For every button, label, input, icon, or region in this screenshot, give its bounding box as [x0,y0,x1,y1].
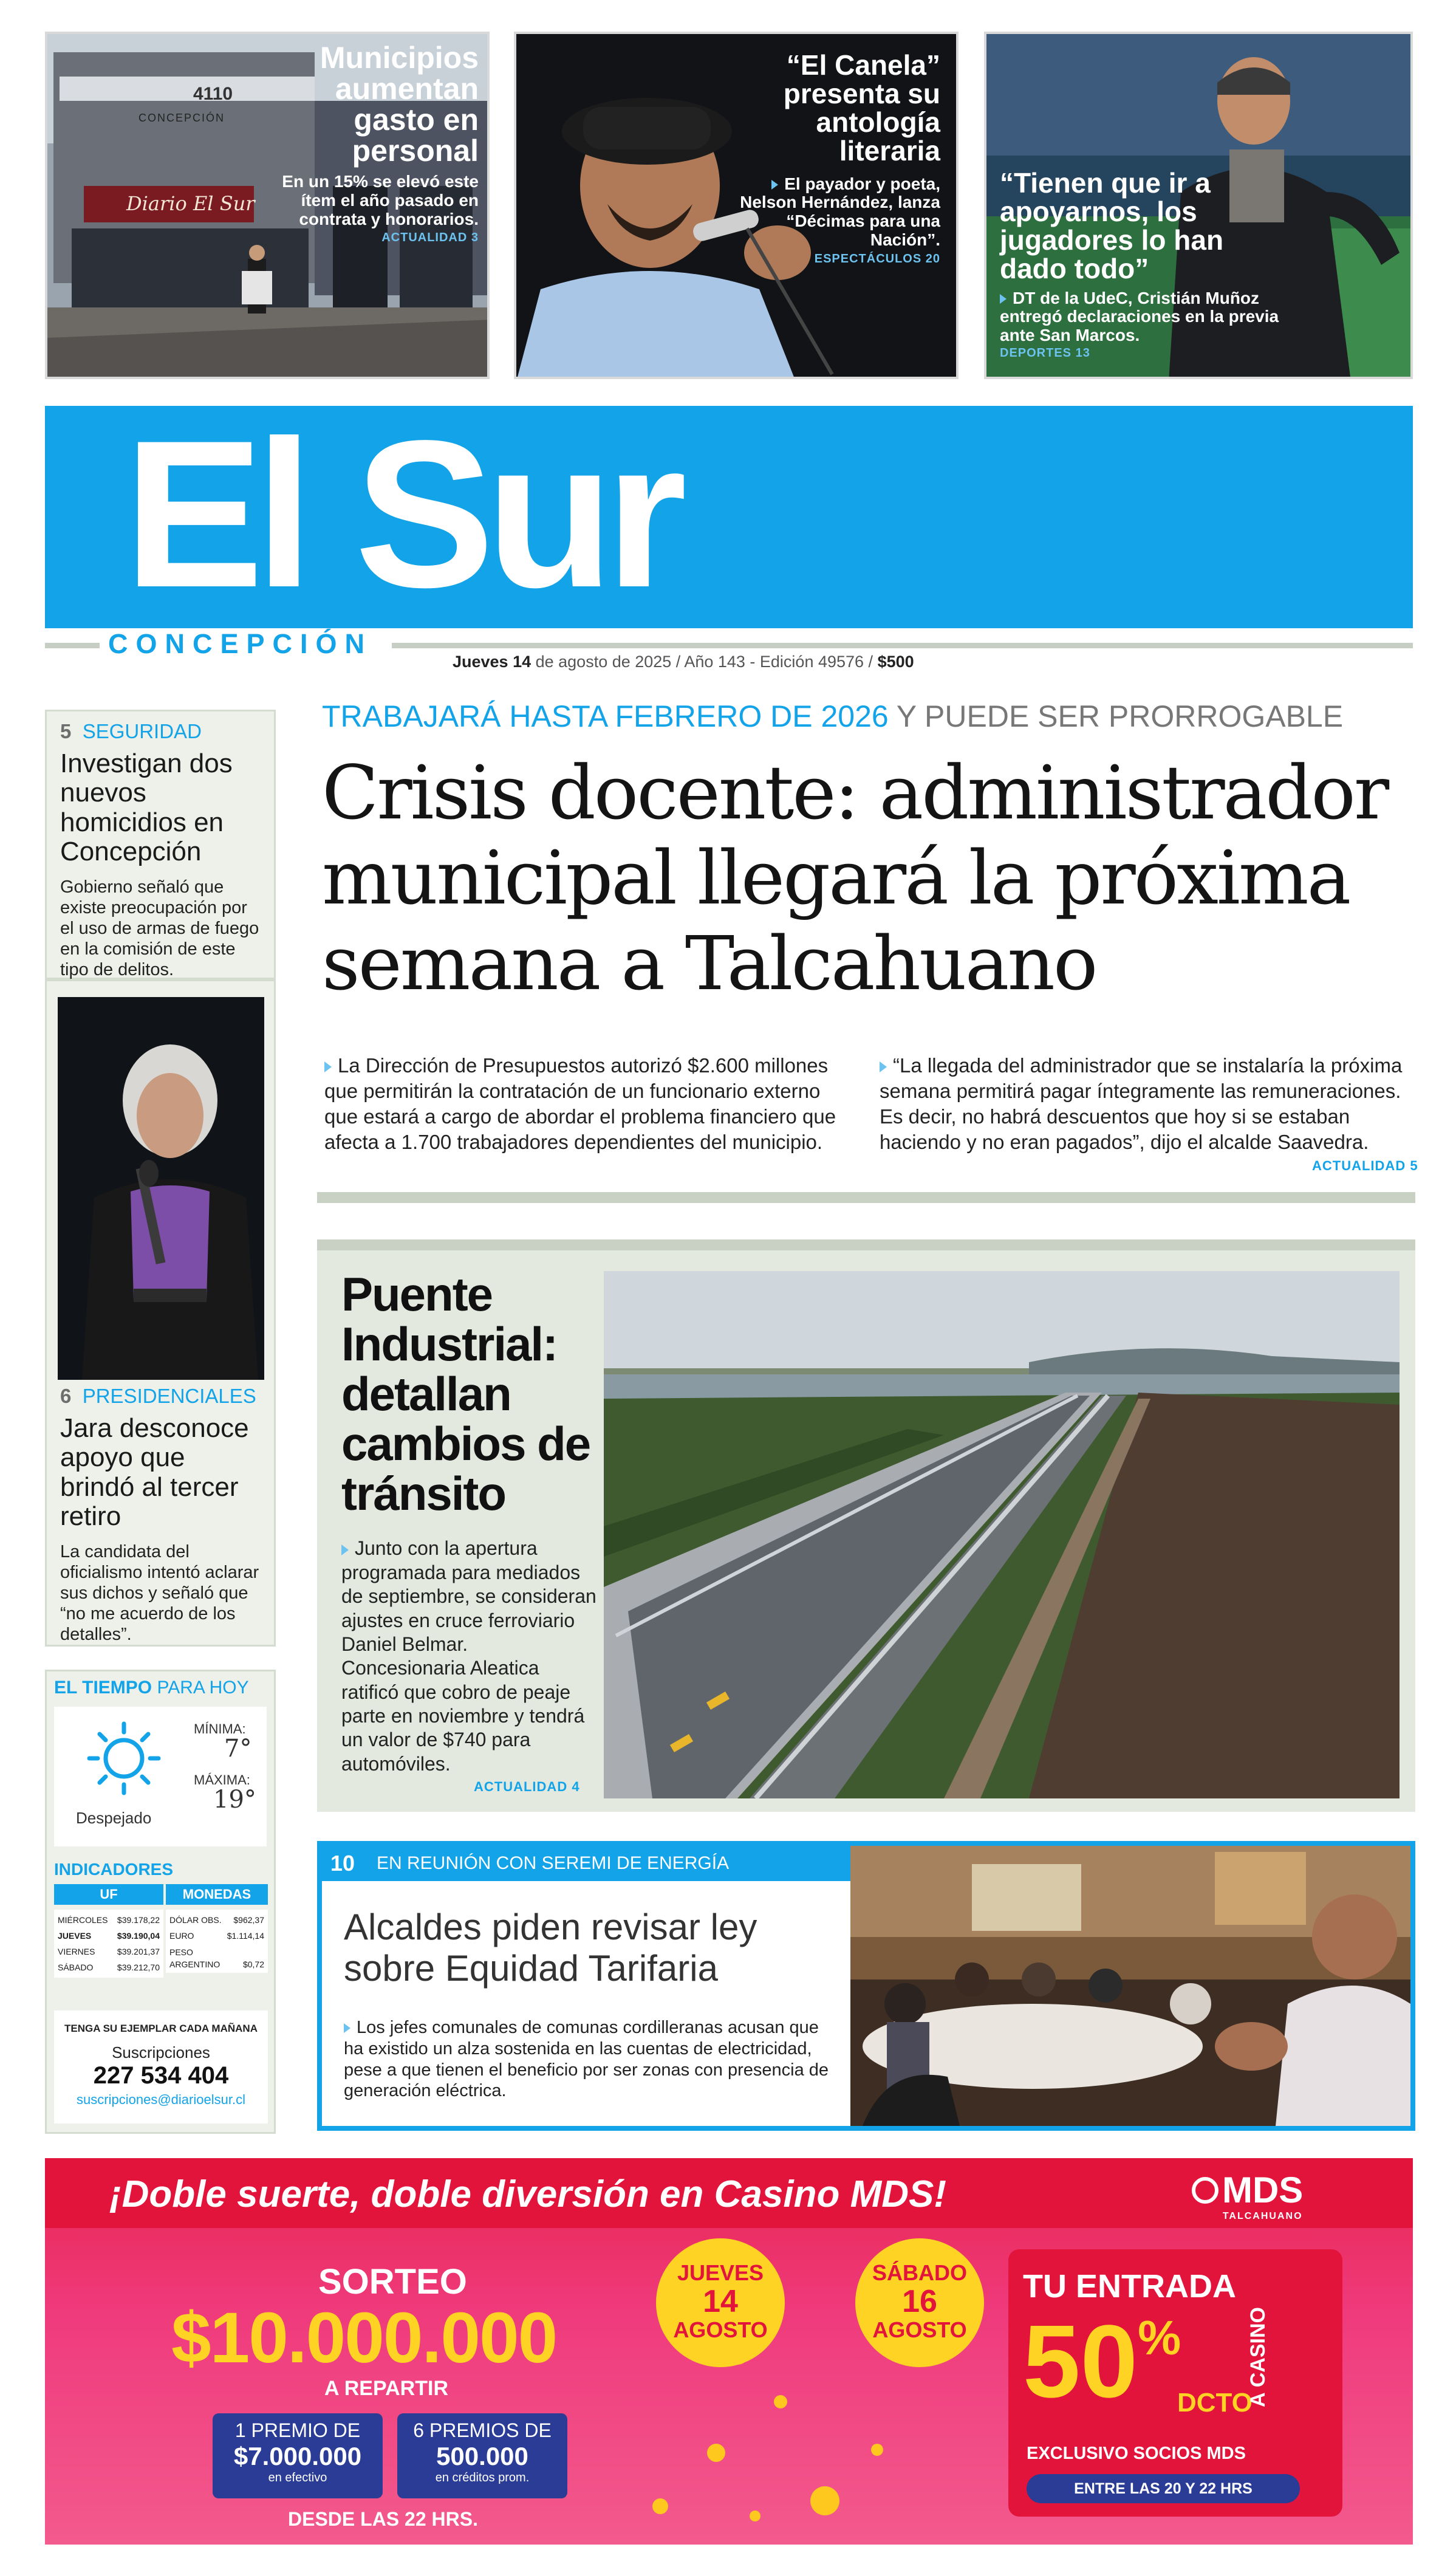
dateline [453,653,914,671]
subscriptions-email[interactable]: suscripciones@diarioelsur.cl [77,2092,245,2107]
indicators-title: INDICADORES [54,1860,174,1879]
confetti-dot [810,2486,839,2515]
puente-text [341,1267,596,1776]
section-label [60,1385,267,1408]
entrada-dcto: DCTO [1177,2388,1253,2418]
meeting-photo [850,1846,1410,2126]
prize-desde: DESDE LAS 22 HRS. [288,2508,478,2530]
alcaldes-page-number: 10 [330,1851,355,1876]
weather-max-label: MÁXIMA: [194,1772,250,1788]
date-circle-jueves: JUEVES 14 AGOSTO [656,2238,785,2367]
mds-logo-icon [1192,2177,1218,2204]
building-sign-number: 4110 [193,84,233,104]
dateline-price: $500 [877,653,914,671]
teaser-subtitle: El payador y poeta, Nelson Hernández, lanza “Décimas para una Nación”. [740,174,940,250]
building-sign-city: CONCEPCIÓN [138,112,225,124]
mds-logo: MDS TALCAHUANO [1192,2169,1303,2222]
puente-section-ref[interactable]: ACTUALIDAD 4 [474,1779,580,1794]
entrada-panel: TU ENTRADA 50% DCTO A CASINO EXCLUSIVO SOCIOS MDS ENTRE LAS 20 Y 22 HRS [1008,2249,1342,2517]
entrada-percent: 50% [1023,2304,1181,2419]
bullet-icon [344,2023,350,2033]
teaser-canela-text [734,51,940,266]
weather-title: EL TIEMPO PARA HOY [54,1678,249,1698]
alcaldes-kicker: EN REUNIÓN CON SEREMI DE ENERGÍA [377,1853,730,1873]
teaser-section-tag: ESPECTÁCULOS 20 [814,252,940,266]
main-deck-left: La Dirección de Presupuestos autorizó $2.600 millones que permitirán la contratación de un funcionario externo que estará a cargo de abordar el problema financiero que afecta a 1.700 trabajadores dependientes del municipio. [324,1054,836,1153]
teaser-title: “El Canela” presenta su antología literaria [783,49,940,166]
entrada-label: TU ENTRADA [1023,2268,1236,2305]
indicators-uf-header: UF [54,1884,163,1905]
entrada-exclusivo: EXCLUSIVO SOCIOS MDS [1027,2444,1246,2463]
main-kicker-highlight: TRABAJARÁ HASTA FEBRERO DE 2026 [322,699,889,733]
teaser-canela[interactable] [514,32,959,379]
subscriptions-line1: TENGA SU EJEMPLAR CADA MAÑANA [64,2023,258,2034]
masthead-rule-left [45,643,100,648]
left-body: Gobierno señaló que existe preocupación por el uso de armas de fuego en la comisión de este tipo de delitos. [60,877,259,980]
meeting-photo-svg [850,1846,1410,2126]
main-rule [317,1192,1415,1203]
dateline-day: Jueves 14 [453,653,531,671]
prize-box-1: 1 PREMIO DE $7.000.000 en efectivo [213,2413,383,2498]
main-headline[interactable]: Crisis docente: administrador municipal llegará la próxima semana a Talcahuano [322,750,1388,1007]
subscriptions-label: Suscripciones [112,2043,210,2062]
teaser-udec[interactable] [984,32,1413,379]
main-deck-right: “La llegada del administrador que se instalaría la próxima semana permitirá pagar íntegramente las remuneraciones. Es decir, no habrá descuentos que hoy si se estaban haciendo y no eran pagados”, dijo el alcalde Saavedra. [880,1054,1403,1153]
table-row: PESO ARGENTINO $0,72 [169,1947,264,1969]
left-headline: Jara desconoce apoyo que brindó al tercer retiro [60,1413,249,1532]
alcaldes-block[interactable] [317,1841,1415,2131]
at-icon: @ [157,2092,171,2107]
weather-min: 7° [224,1735,252,1763]
date-circle-sabado: SÁBADO 16 AGOSTO [855,2238,984,2367]
sorteo-label: SORTEO [318,2262,467,2302]
subscriptions-panel[interactable] [54,2010,268,2124]
masthead[interactable] [45,397,1413,631]
section-page-number: 6 [60,1385,72,1407]
main-kicker-rest: Y PUEDE SER PRORROGABLE [888,699,1344,733]
teaser-municipios-text [248,43,479,245]
indicators-uf-table [54,1910,163,1978]
puente-headline: Puente Industrial: detallan cambios de tránsito [341,1267,590,1520]
candidate-photo [58,997,264,1380]
bullet-icon [1000,294,1007,304]
teaser-municipios[interactable] [45,32,490,379]
left-box-presidenciales[interactable] [45,979,276,1647]
masthead-logo: El Sur [124,397,678,631]
subscriptions-phone[interactable]: 227 534 404 [93,2062,229,2089]
teaser-title: Municipios aumentan gasto en personal [320,41,479,168]
puente-body: Junto con la apertura programada para mediados de septiembre, se consideran ajustes en cruce ferroviario Daniel Belmar. Concesionaria Aleatica ratificó que cobro de peaje parte en noviembre y tendrá un valor de $740 para automóviles. [341,1537,596,1775]
teaser-section-tag: ACTUALIDAD 3 [381,231,479,245]
confetti-dot [871,2444,883,2456]
teaser-udec-text [1000,169,1279,360]
alcaldes-kicker-bar [322,1846,850,1881]
table-row: SÁBADO $39.212,70 [58,1962,160,1972]
teaser-subtitle: DT de la UdeC, Cristián Muñoz entregó declaraciones en la previa ante San Marcos. [1000,288,1279,345]
main-section-ref[interactable]: ACTUALIDAD 5 [1312,1158,1418,1173]
alcaldes-headline: Alcaldes piden revisar ley sobre Equidad Tarifaria [344,1907,757,1989]
weather-min-label: MÍNIMA: [194,1721,246,1736]
bridge-aerial-photo [604,1271,1400,1798]
section-name: SEGURIDAD [82,720,202,742]
indicators-monedas-table [166,1910,268,1973]
confetti-dot [652,2498,668,2514]
teaser-section-tag: DEPORTES 13 [1000,346,1090,360]
sorteo-repartir: A REPARTIR [324,2377,448,2400]
confetti-dot [750,2511,760,2521]
bullet-icon [771,180,778,190]
table-row: MIÉRCOLES $39.178,22 [58,1915,160,1925]
prize-box-2: 6 PREMIOS DE 500.000 en créditos prom. [397,2413,567,2498]
weather-indicators-box [45,1670,276,2134]
table-row: JUEVES $39.190,04 [58,1931,160,1941]
dateline-edition: de agosto de 2025 / Año 143 - Edición 49576 / [531,653,878,671]
weather-max: 19° [213,1786,256,1814]
masthead-rule-right [392,643,1413,648]
alcaldes-body: Los jefes comunales de comunas cordilleranas acusan que ha existido un alza sostenida en las cuentas de electricidad, pese a que tienen el beneficio por ser zonas con presencia de generación eléctrica. [344,2018,829,2101]
casino-ad[interactable] [45,2158,1413,2545]
bullet-icon [324,1061,332,1072]
ad-title: ¡Doble suerte, doble diversión en Casino MDS! [109,2173,946,2215]
bullet-icon [880,1061,887,1072]
weather-condition: Despejado [76,1809,152,1827]
confetti-dot [774,2395,787,2408]
left-body: La candidata del oficialismo intentó aclarar sus dichos y señaló que “no me acuerdo de los detalles”. [60,1541,259,1645]
building-sign-brand: Diario El Sur [126,192,255,215]
section-page-number: 5 [60,720,72,742]
indicators-monedas-header: MONEDAS [166,1884,268,1905]
entrada-horario: ENTRE LAS 20 Y 22 HRS [1027,2474,1300,2503]
table-row: EURO $1.114,14 [169,1931,264,1941]
bridge-photo-svg [604,1271,1400,1798]
bullet-icon [341,1544,349,1555]
masthead-city: CONCEPCIÓN [108,628,373,659]
left-box-seguridad[interactable] [45,710,276,979]
table-row: VIERNES $39.201,37 [58,1947,160,1956]
section-label [60,720,261,743]
sun-icon [84,1719,163,1798]
presidenciales-text [60,1385,267,1645]
sorteo-amount: $10.000.000 [171,2298,557,2378]
teaser-title: “Tienen que ir a apoyarnos, los jugadores lo han dado todo” [1000,167,1224,284]
main-kicker [322,699,1343,734]
weather-panel [54,1707,267,1846]
confetti-dot [707,2444,725,2462]
table-row: DÓLAR OBS. $962,37 [169,1915,264,1925]
left-headline: Investigan dos nuevos homicidios en Concepción [60,749,233,867]
section-name: PRESIDENCIALES [82,1385,256,1407]
teaser-subtitle: En un 15% se elevó este ítem el año pasado en contrata y honorarios. [282,172,479,228]
